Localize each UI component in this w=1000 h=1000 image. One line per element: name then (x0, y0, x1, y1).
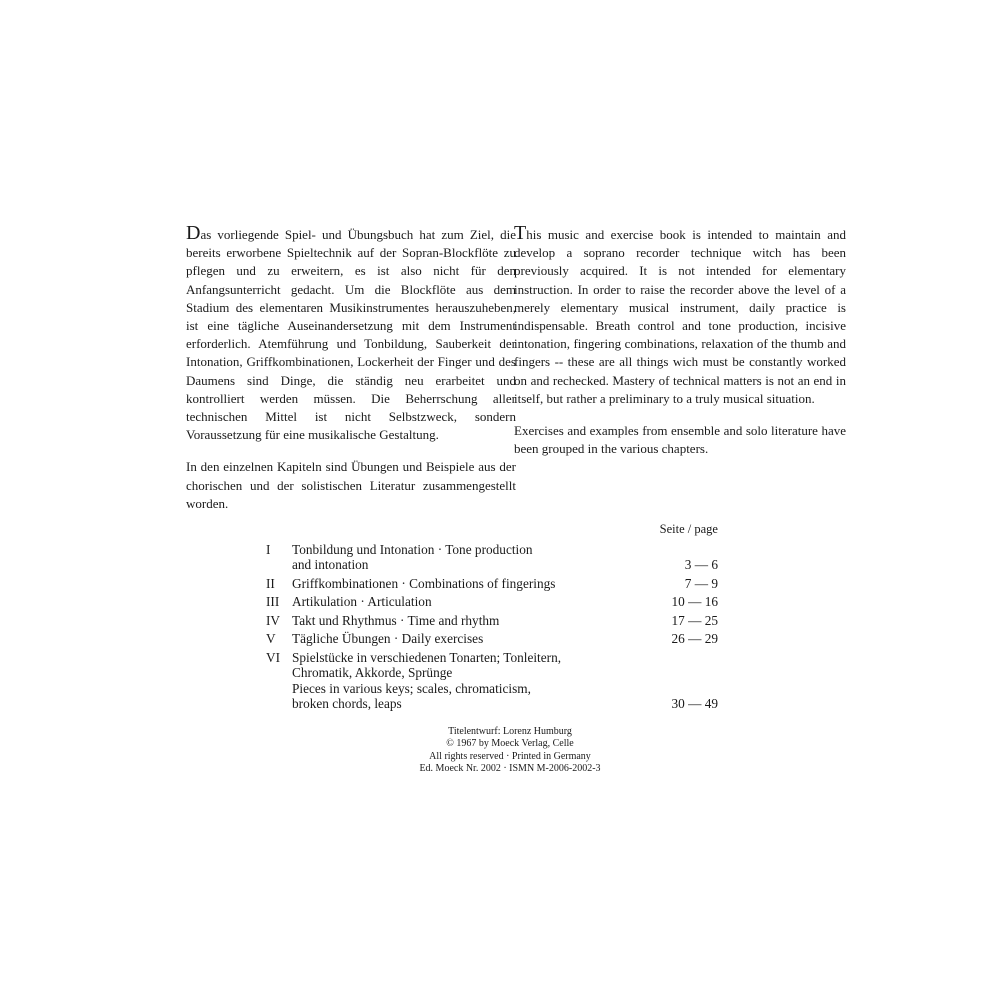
english-introduction (514, 222, 846, 458)
chapter-title (292, 650, 638, 712)
chapter-pages: 26 — 29 (671, 631, 718, 646)
chapter-title (292, 542, 638, 573)
chapter-number: VI (266, 649, 281, 665)
chapter-title-line: and intonation (292, 557, 369, 572)
chapter-title-line: Takt und Rhythmus · Time and rhythm (292, 612, 500, 628)
chapter-title-line: Chromatik, Akkorde, Sprünge (292, 665, 453, 680)
german-initial-letter: D (186, 222, 201, 244)
german-paragraph-1-text: as vorliegende Spiel- und Übungsbuch hat zum Ziel, die bereits erworbene Spieltechnik auf der Sopran-Blockflöte zu pflegen und zu erweitern, es ist also nicht für den Anfangsunterricht gedacht. Um die Blockflöte aus dem Stadium des elementaren Musikinstrumentes herauszuheben, ist eine tägliche Auseinandersetzung mit dem Instrument erforderlich. Atemführung und Tonbildung, Sauberkeit der Intonation, Griffkombinationen, Lockerheit der Finger und des Daumens sind Dinge, die ständig neu erarbeitet und kontrolliert werden müssen. Die Beherrschung aller technischen Mittel ist nicht Selbstzweck, sondern Voraussetzung für eine musikalische Gestaltung. (186, 227, 516, 443)
chapter-pages: 30 — 49 (671, 696, 718, 711)
toc-entry-6 (266, 650, 726, 712)
toc-entry-5 (266, 631, 726, 647)
chapter-title (292, 594, 638, 610)
english-paragraph-1-text: his music and exercise book is intended to maintain and develop a soprano recorder technique witch has been previously acquired. It is not intended for elementary instruction. In order to raise the recorder above the level of a merely elementary musical instrument, daily practice is indispensable. Breath control and tone production, incisive intonation, fingering combinations, relaxation of the thumb and fingers -- these are all things wich must be constantly worked on and rechecked. Mastery of technical matters is not an end in itself, but rather a preliminary to a truly musical situation. (514, 227, 846, 406)
table-of-contents (266, 522, 726, 715)
german-introduction (186, 222, 516, 513)
chapter-title-line: Tägliche Übungen · Daily exercises (292, 631, 484, 646)
chapter-title-line: Spielstücke in verschiedenen Tonarten; Tonleitern, (292, 649, 562, 665)
edition-number: Ed. Moeck Nr. 2002 · ISMN M-2006-2002-3 (419, 763, 601, 775)
cover-design-credit: Titelentwurf: Lorenz Humburg (448, 726, 572, 737)
chapter-pages: 10 — 16 (671, 594, 718, 609)
chapter-pages: 3 — 6 (684, 557, 718, 572)
page-column-header: Seite / page (659, 522, 718, 536)
rights-notice: All rights reserved · Printed in Germany (429, 750, 591, 762)
toc-entry-1 (266, 542, 726, 573)
chapter-title-line: Tonbildung und Intonation · Tone production (292, 541, 533, 557)
chapter-pages: 7 — 9 (684, 575, 718, 591)
toc-entry-2 (266, 576, 726, 592)
chapter-title-line: Artikulation · Articulation (292, 594, 432, 609)
chapter-title-line: Griffkombinationen · Combinations of fingerings (292, 575, 556, 591)
chapter-pages: 17 — 25 (671, 612, 718, 628)
chapter-number: V (266, 631, 276, 646)
chapter-title-line: broken chords, leaps (292, 696, 402, 711)
copyright-notice: © 1967 by Moeck Verlag, Celle (446, 738, 574, 750)
english-initial-letter: T (514, 222, 527, 244)
chapter-title (292, 631, 638, 647)
toc-entry-3 (266, 594, 726, 610)
chapter-number: III (266, 594, 280, 609)
imprint (380, 726, 640, 776)
german-paragraph-1 (186, 222, 516, 444)
english-paragraph-2: Exercises and examples from ensemble and solo literature have been grouped in the various chapters. (514, 423, 846, 457)
chapter-number: II (266, 575, 275, 591)
chapter-number: I (266, 541, 271, 557)
german-paragraph-2: In den einzelnen Kapiteln sind Übungen und Beispiele aus der chorischen und der solistischen Literatur zusammengestellt worden. (186, 459, 516, 511)
chapter-title (292, 613, 638, 629)
chapter-title (292, 576, 638, 592)
english-paragraph-1 (514, 222, 846, 408)
chapter-number: IV (266, 612, 281, 628)
chapter-title-line: Pieces in various keys; scales, chromaticism, (292, 680, 531, 696)
toc-entry-4 (266, 613, 726, 629)
